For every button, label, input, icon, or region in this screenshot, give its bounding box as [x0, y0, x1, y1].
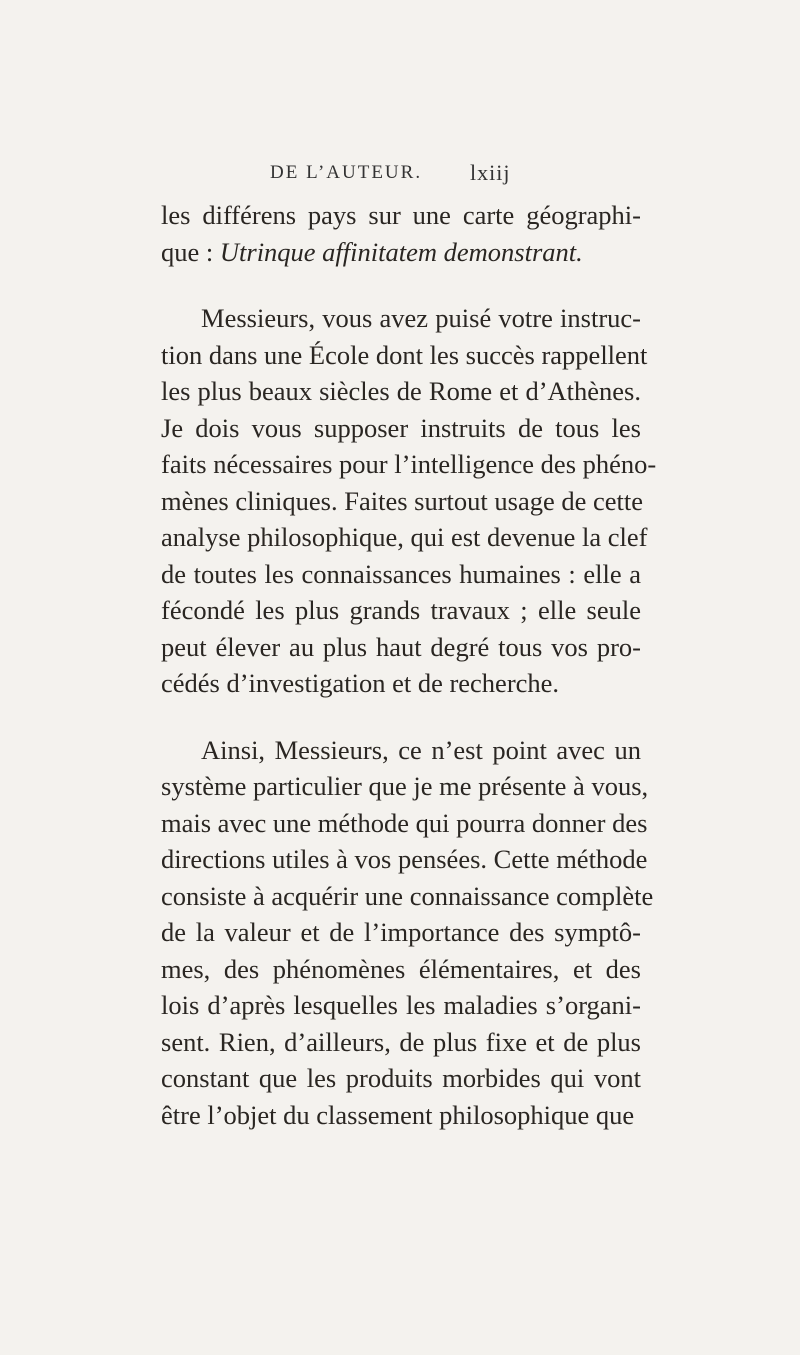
- text-line: peut élever au plus haut degré tous vos pro-: [161, 631, 641, 662]
- text-line: consiste à acquérir une connaissance complète: [161, 880, 654, 911]
- text-line: les plus beaux siècles de Rome et d’Athènes.: [161, 376, 641, 406]
- text-line: Messieurs, vous avez puisé votre instruc-: [201, 303, 641, 333]
- text-line: les différens pays sur une carte géographi-: [161, 200, 641, 230]
- body-text: [161, 197, 657, 1133]
- text-line: mènes cliniques. Faites surtout usage de cette: [161, 485, 644, 516]
- text-line: analyse philosophique, qui est devenue la clef: [161, 522, 648, 552]
- text-line: de toutes les connaissances humaines : elle a: [161, 558, 641, 589]
- text-line: directions utiles à vos pensées. Cette méthode: [161, 844, 648, 874]
- text-line: mes, des phénomènes élémentaires, et des: [161, 953, 641, 984]
- paragraph-gap: [161, 702, 641, 732]
- page-header: [270, 162, 542, 194]
- text-line: tion dans une École dont les succès rappellent: [161, 339, 648, 370]
- running-head: DE L’AUTEUR.: [270, 162, 423, 183]
- text-line: cédés d’investigation et de recherche.: [161, 668, 560, 698]
- text-line: mais avec une méthode qui pourra donner des: [161, 807, 648, 838]
- text-line: constant que les produits morbides qui vont: [161, 1063, 641, 1093]
- text-line: [161, 234, 641, 271]
- text-segment: que :: [161, 236, 214, 267]
- latin-quotation: Utrinque affinitatem demonstrant.: [219, 236, 583, 267]
- text-line: faits nécessaires pour l’intelligence des phéno-: [161, 449, 657, 479]
- text-line: lois d’après lesquelles les maladies s’organi-: [161, 990, 641, 1020]
- text-line: système particulier que je me présente à vous,: [161, 771, 649, 801]
- paragraph-gap: [161, 270, 641, 300]
- text-line: Ainsi, Messieurs, ce n’est point avec un: [201, 734, 641, 765]
- text-line: être l’objet du classement philosophique que: [161, 1099, 635, 1130]
- text-line: fécondé les plus grands travaux ; elle seule: [161, 595, 641, 625]
- page-number: lxiij: [470, 160, 511, 185]
- text-line: sent. Rien, d’ailleurs, de plus fixe et de plus: [161, 1026, 641, 1057]
- text-line: de la valeur et de l’importance des symptô-: [161, 917, 641, 947]
- text-line: Je dois vous supposer instruits de tous les: [161, 412, 641, 443]
